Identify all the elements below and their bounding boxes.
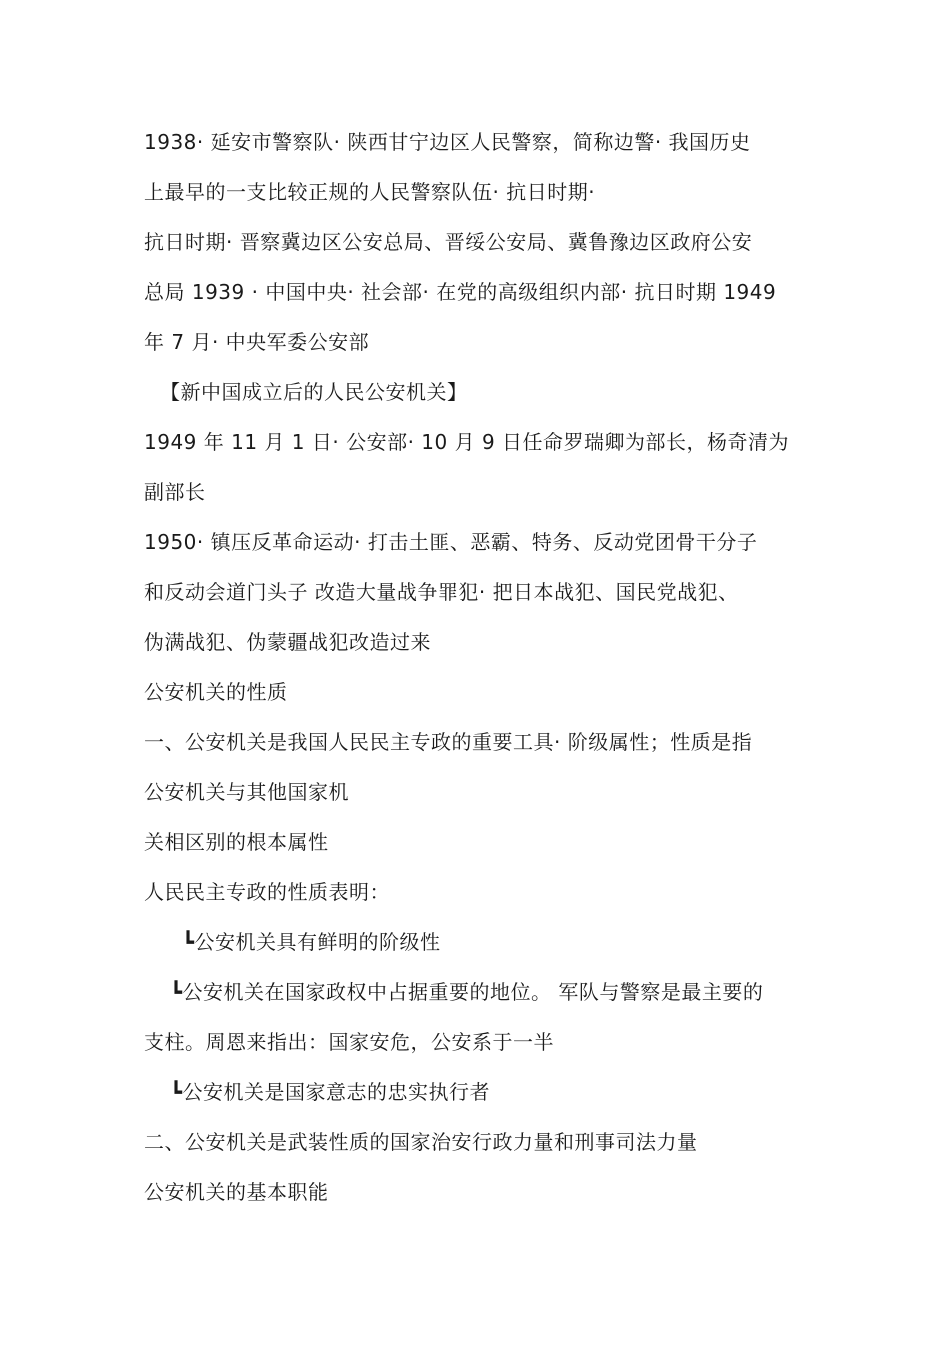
text-line: 总局 1939 · 中国中央· 社会部· 在党的高级组织内部· 抗日时期 1949 bbox=[144, 280, 777, 304]
text-line: 公安机关与其他国家机 bbox=[144, 780, 349, 804]
text-line: 1950· 镇压反革命运动· 打击土匪、恶霸、特务、反动党团骨干分子 bbox=[144, 530, 758, 554]
text-line: 一、公安机关是我国人民民主专政的重要工具· 阶级属性；性质是指 bbox=[144, 730, 753, 754]
text-line: 年 7 月· 中央军委公安部 bbox=[144, 330, 370, 354]
text-line: 1949 年 11 月 1 日· 公安部· 10 月 9 日任命罗瑞卿为部长，杨奇清为 bbox=[144, 430, 790, 454]
text-line: 副部长 bbox=[144, 480, 206, 504]
text-line: 抗日时期· 晋察冀边区公安总局、晋绥公安局、冀鲁豫边区政府公安 bbox=[144, 230, 753, 254]
list-item: ┗公安机关在国家政权中占据重要的地位。 军队与警察是最主要的 bbox=[170, 980, 764, 1004]
text-line: 关相区别的根本属性 bbox=[144, 830, 329, 854]
section-heading: 公安机关的基本职能 bbox=[144, 1180, 329, 1204]
section-heading: 公安机关的性质 bbox=[144, 680, 288, 704]
list-item: ┗公安机关是国家意志的忠实执行者 bbox=[170, 1080, 491, 1104]
list-item: ┗公安机关具有鲜明的阶级性 bbox=[182, 930, 441, 954]
text-line: 和反动会道门头子 改造大量战争罪犯· 把日本战犯、国民党战犯、 bbox=[144, 580, 739, 604]
text-line: 伪满战犯、伪蒙疆战犯改造过来 bbox=[144, 630, 431, 654]
text-line: 二、公安机关是武装性质的国家治安行政力量和刑事司法力量 bbox=[144, 1130, 698, 1154]
text-line: 支柱。周恩来指出：国家安危，公安系于一半 bbox=[144, 1030, 554, 1054]
section-heading: 【新中国成立后的人民公安机关】 bbox=[160, 380, 468, 404]
text-line: 人民民主专政的性质表明： bbox=[144, 880, 390, 904]
text-line: 上最早的一支比较正规的人民警察队伍· 抗日时期· bbox=[144, 180, 596, 204]
text-line: 1938· 延安市警察队· 陕西甘宁边区人民警察，简称边警· 我国历史 bbox=[144, 130, 751, 154]
